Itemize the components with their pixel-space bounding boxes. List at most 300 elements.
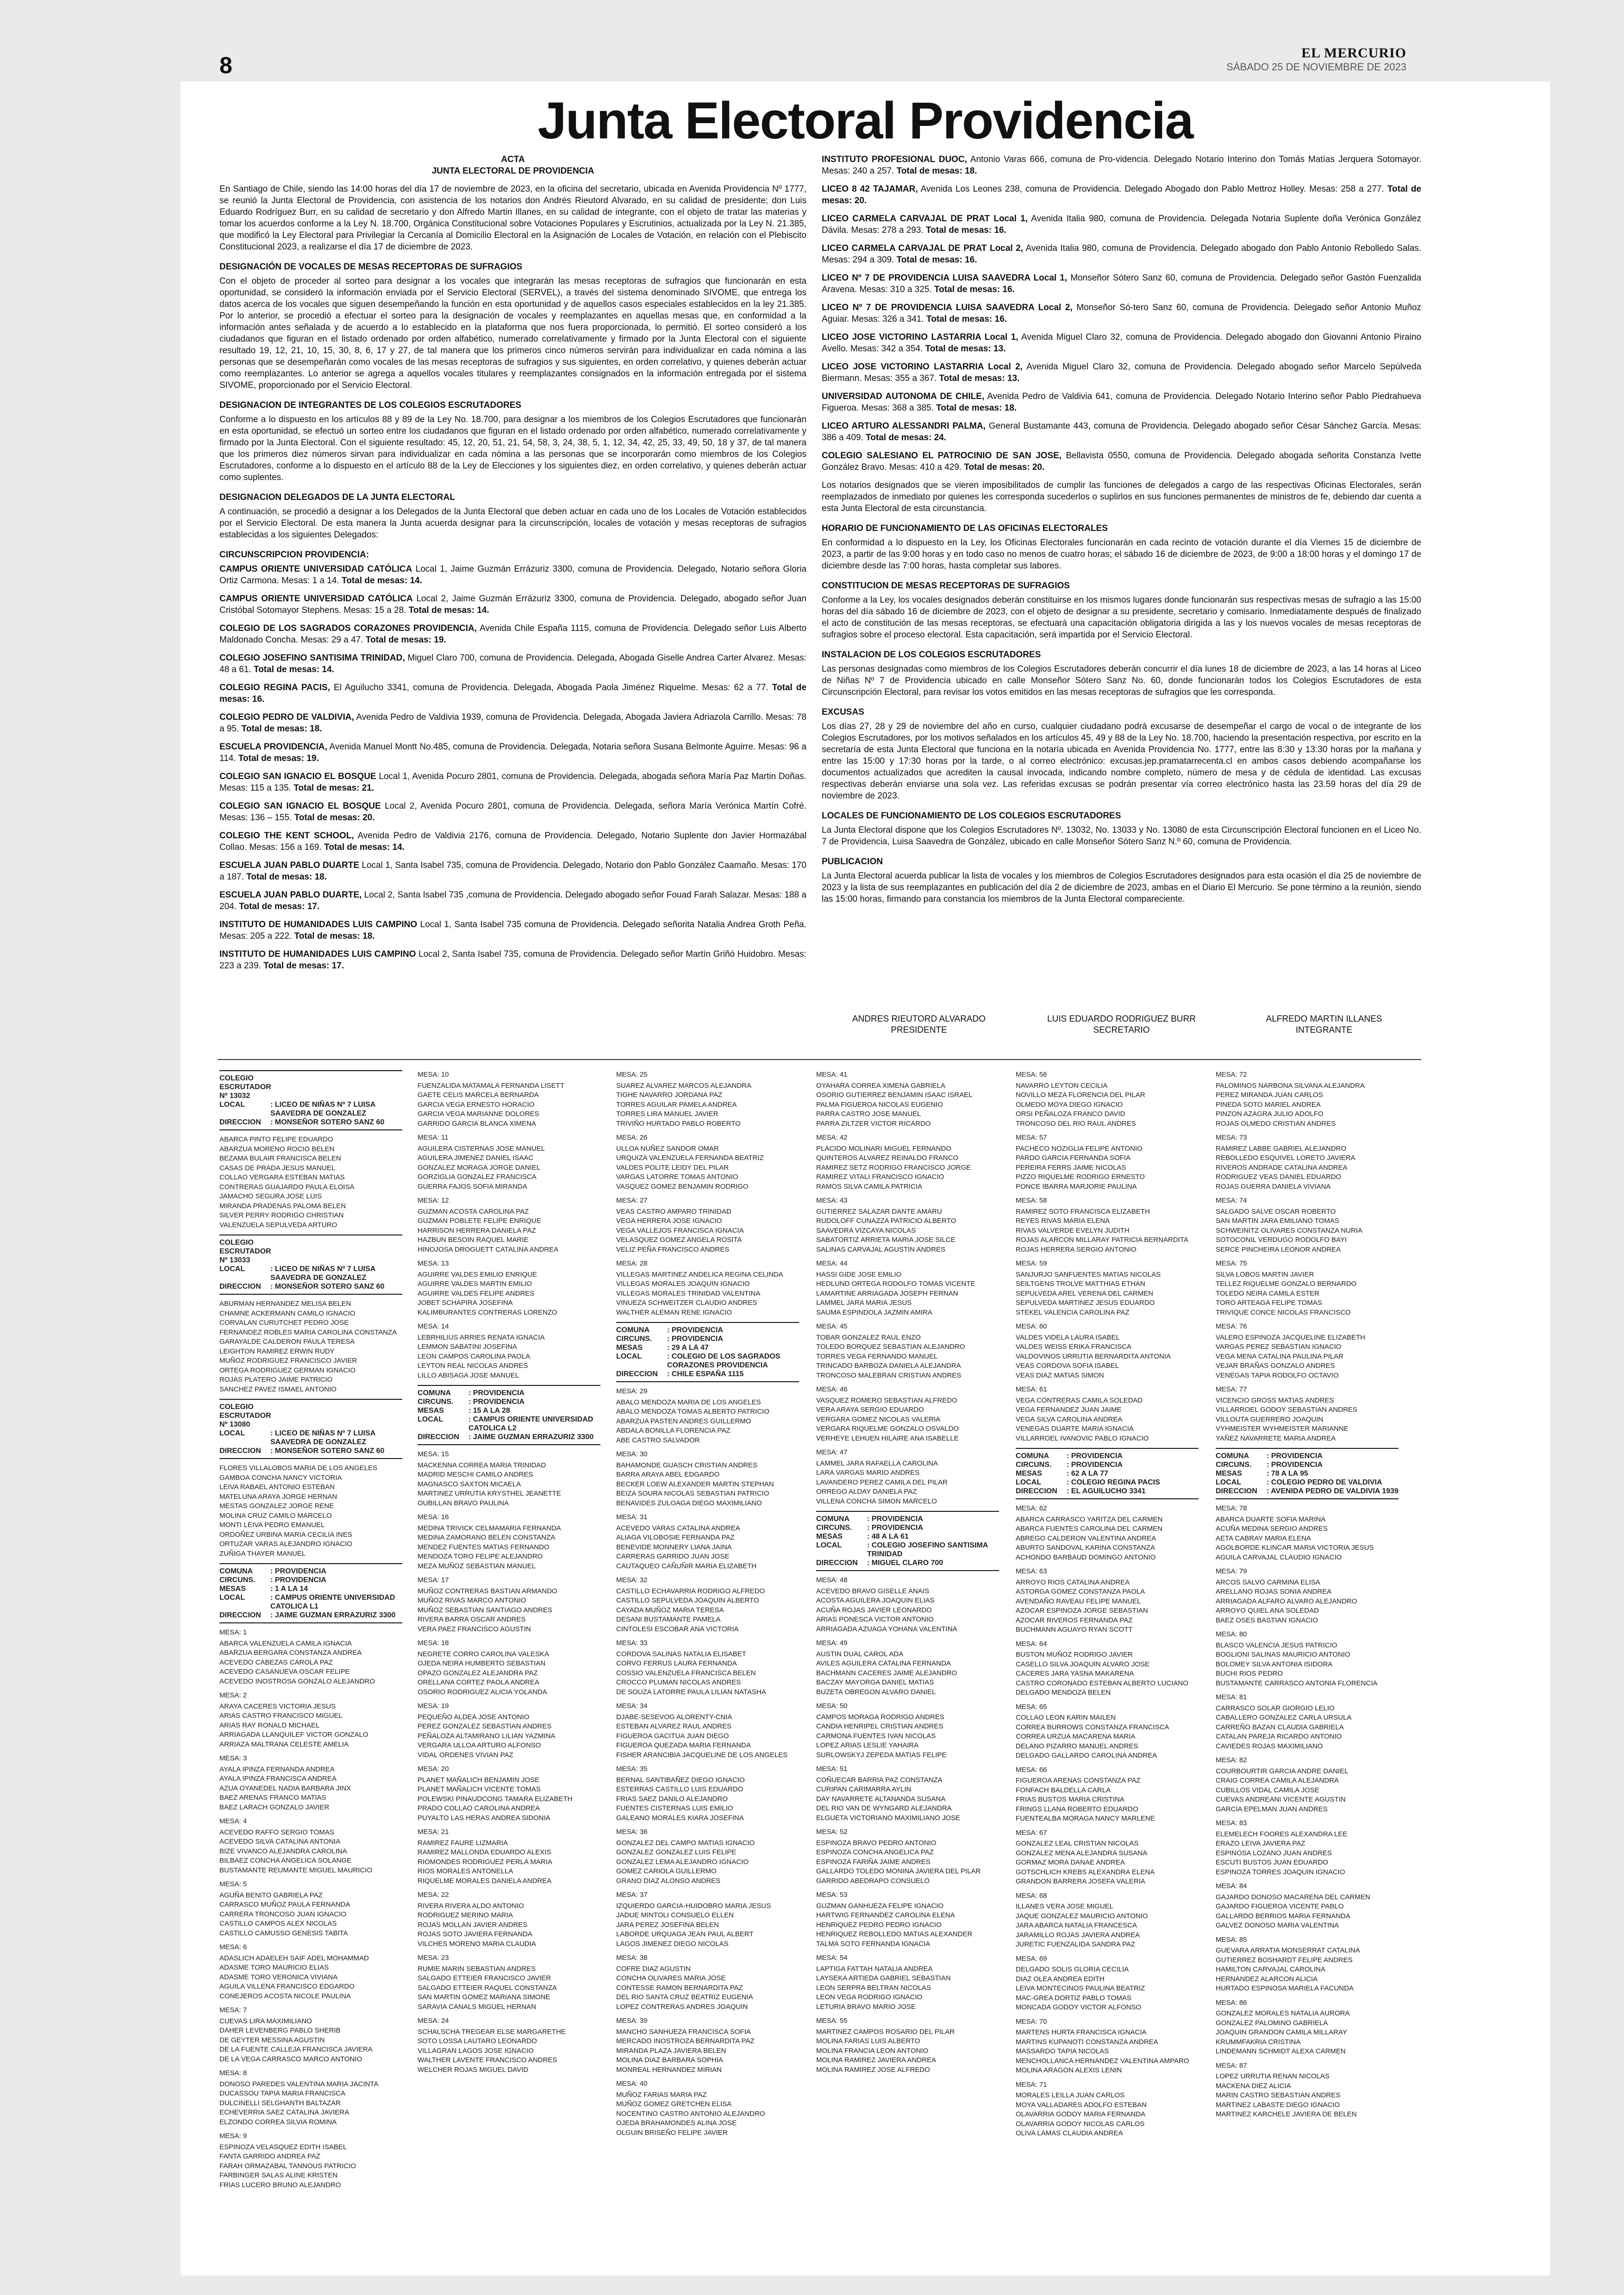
mesa-label: MESA: 60	[1016, 1322, 1047, 1330]
vocal-name: VALDES WEISS ERIKA FRANCISCA	[1016, 1343, 1131, 1351]
local-name: LICEO Nº 7 DE PROVIDENCIA LUISA SAAVEDRA Local 1,	[822, 273, 1068, 283]
vocal-name: DEL RIO SANTA CRUZ BEATRIZ EUGENIA	[616, 1993, 753, 2001]
vocal-name: OSORIO RODRIGUEZ ALICIA YOLANDA	[418, 1688, 547, 1696]
vocal-name: CASELLO SILVA JOAQUIN ALVARO JOSE	[1016, 1660, 1149, 1668]
vocal-name: PLACIDO MOLINARI MIGUEL FERNANDO	[816, 1144, 951, 1153]
vocal-name: TALMA SOTO FERNANDA IGNACIA	[816, 1940, 931, 1948]
vocal-name: MONREAL HERNANDEZ MIRIAN	[616, 2065, 722, 2074]
local-text: Local 1, Avenida Pocuro 2801, comuna de Providencia. Delegada, abogada señora María Paz Martin Doñas. Mesas: 115 a 135.	[219, 772, 807, 793]
local-total: Total de mesas: 19.	[238, 754, 319, 763]
local-info-value: : PROVIDENCIA	[1267, 1452, 1323, 1460]
local-info-key: MESAS	[616, 1344, 643, 1352]
local-total: Total de mesas: 14.	[342, 576, 422, 586]
mesa-label: MESA: 8	[219, 2069, 247, 2077]
issue-date: SÁBADO 25 DE NOVIEMBRE DE 2023	[1226, 61, 1406, 73]
vocal-name: BENEVIDE MONNERY LIANA JAINA	[616, 1543, 732, 1551]
local-info-value: : LICEO DE NIÑAS Nº 7 LUISA SAAVEDRA DE GONZALEZ	[270, 1265, 375, 1282]
local-entry	[822, 450, 1421, 473]
vocal-name: GOMEZ CARIOLA GUILLERMO	[616, 1867, 717, 1875]
vocal-name: ACEVEDO VARAS CATALINA ANDREA	[616, 1524, 740, 1532]
local-info-key: COLEGIO ESCRUTADOR Nº 13032	[219, 1074, 271, 1100]
local-info-key: COMUNA	[1016, 1452, 1049, 1460]
local-text: El Aguilucho 3341, comuna de Providencia. Delegada, Abogada Paola Jiménez Riquelme. Mesas: 62 a 77.	[333, 683, 768, 692]
local-info-row	[1216, 1487, 1399, 1496]
vocal-name: GUTIERREZ BOSHARDT FELIPE ANDRES	[1216, 1956, 1353, 1964]
vocal-name: ROJAS ALARCON MILLARAY PATRICIA BERNARDITA	[1016, 1236, 1188, 1244]
vocal-name: MARTINS KUPANOTI CONSTANZA ANDREA	[1016, 2038, 1158, 2046]
vocal-name: PALMA FIGUEROA NICOLAS EUGENIO	[816, 1100, 943, 1109]
mesa-label: MESA: 72	[1216, 1071, 1247, 1079]
vocal-name: FANTA GARRIDO ANDREA PAZ	[219, 2152, 320, 2160]
vocal-name: ARRIAZA MALTRANA CELESTE AMELIA	[219, 1740, 349, 1748]
vocal-name: ORTUZAR VARAS ALEJANDRO IGNACIO	[219, 1540, 352, 1548]
signature-block	[1227, 1014, 1421, 1036]
vocal-name: GUEVARA ARRATIA MONSERRAT CATALINA	[1216, 1946, 1360, 1954]
local-entry	[219, 948, 806, 972]
vocal-name: NEGRETE CORRO CAROLINA VALESKA	[418, 1650, 549, 1658]
vocal-name: PEÑALOZA ALTAMIRANO LILIAN YAZMINA	[418, 1732, 556, 1740]
vocal-name: ERAZO LEIVA JAVIERA PAZ	[1216, 1840, 1305, 1847]
vocal-name: FARAH ORMAZABAL TANNOUS PATRICIO	[219, 2162, 356, 2170]
local-name: LICEO CARMELA CARVAJAL DE PRAT Local 2,	[822, 243, 1024, 253]
section-text: Los notarios designados que se vieren imposibilitados de cumplir las funciones de delegados a cargo de las respectivas Oficinas Electorales, serán reemplazados de inmediato por quienes les corresponda sucederlos o suplirlos en sus funciones permanentes de ministros de fe, debiendo dar cuenta a esta Junta Electoral de esta circunstancia.	[822, 480, 1421, 513]
vocal-name: ARROYO QUIEL ANA SOLEDAD	[1216, 1607, 1319, 1615]
vocal-name: TOLEDO BORQUEZ SEBASTIAN ALEJANDRO	[816, 1343, 965, 1351]
local-info-row	[1016, 1460, 1199, 1469]
local-info-key: LOCAL	[418, 1416, 443, 1423]
vocal-name: MONTI LEIVA PEDRO EMANUEL	[219, 1521, 325, 1529]
signature-role: SECRETARIO	[1093, 1025, 1150, 1035]
vocal-name: VARGAS PEREZ SEBASTIAN IGNACIO	[1216, 1343, 1342, 1351]
local-info-row	[816, 1559, 999, 1567]
mesa-label: MESA: 48	[816, 1576, 848, 1584]
local-name: UNIVERSIDAD AUTONOMA DE CHILE,	[822, 392, 985, 401]
mesa-label: MESA: 17	[418, 1576, 449, 1584]
vocal-name: GALVEZ DONOSO MARIA VALENTINA	[1216, 1921, 1339, 1929]
local-info-row	[219, 1584, 402, 1593]
vocal-name: YAÑEZ NAVARRETE MARIA ANDREA	[1216, 1434, 1336, 1442]
local-info-row	[616, 1370, 799, 1378]
local-entry	[822, 391, 1421, 414]
vocal-name: MUÑOZ CONTRERAS BASTIAN ARMANDO	[418, 1587, 557, 1595]
vocal-name: ESPINOZA FARIÑA JAIME ANDRES	[816, 1858, 931, 1866]
local-name: LICEO JOSE VICTORINO LASTARRIA Local 1,	[822, 332, 1018, 342]
vocal-name: SCHALSCHA TREGEAR ELSE MARGARETHE	[418, 2027, 566, 2036]
local-info-key: COMUNA	[816, 1515, 849, 1523]
local-total: Total de mesas: 21.	[294, 783, 375, 793]
vocal-name: ABARZUA MORENO ROCIO BELEN	[219, 1145, 335, 1153]
mesa-label: MESA: 19	[418, 1702, 449, 1710]
local-info-value: : PROVIDENCIA	[270, 1567, 326, 1575]
vocal-name: CURIPAN CARIMARRA AYLIN	[816, 1785, 912, 1793]
local-info-value: : PROVIDENCIA	[1067, 1461, 1123, 1469]
vocal-name: GRANO DIAZ ALONSO ANDRES	[616, 1877, 721, 1885]
vocal-name: PALOMINOS NARBONA SILVANA ALEJANDRA	[1216, 1081, 1365, 1090]
local-info-row	[219, 1567, 402, 1576]
vocal-name: VERGARA GOMEZ NICOLAS VALERIA	[816, 1415, 941, 1423]
vocal-name: CUBILLOS VIDAL CAMILA JOSE	[1216, 1786, 1319, 1794]
mesa-label: MESA: 55	[816, 2017, 848, 2025]
vocal-name: MEZA MUÑOZ SEBASTIAN MANUEL	[418, 1562, 536, 1570]
vocal-name: LAVANDERO PEREZ CAMILA DEL PILAR	[816, 1478, 948, 1486]
vocal-name: GONZALEZ MENA ALEJANDRA SUSANA	[1016, 1849, 1148, 1857]
vocal-name: RAMIREZ MALLONDA EDUARDO ALEXIS	[418, 1848, 551, 1856]
vocal-name: BLASCO VALENCIA JESUS PATRICIO	[1216, 1641, 1337, 1649]
vocal-name: VERGARA ULLOA ARTURO ALFONSO	[418, 1741, 541, 1749]
mesa-label: MESA: 65	[1016, 1703, 1047, 1711]
vocal-name: ABURTO SANDOVAL KARINA CONSTANZA	[1016, 1544, 1155, 1552]
vocal-name: BACZAY MAYORGA DANIEL MATIAS	[816, 1678, 934, 1686]
mesa-label: MESA: 62	[1016, 1504, 1047, 1512]
local-info-value: : 29 A LA 47	[667, 1344, 709, 1352]
vocal-name: CASTILLO CAMUSSO GENESIS TABITA	[219, 1929, 348, 1937]
vocal-name: SAN MARTIN JARA EMILIANO TOMAS	[1216, 1217, 1339, 1225]
mesa-label: MESA: 79	[1216, 1567, 1247, 1575]
local-name: INSTITUTO PROFESIONAL DUOC,	[822, 155, 967, 164]
vocal-name: LEON SERPRA BELTRAN NICOLAS	[816, 1983, 931, 1992]
vocal-name: ABARZUA BERGARA CONSTANZA ANDREA	[219, 1649, 362, 1657]
vocal-name: ROJAS GUERRA DANIELA VIVIANA	[1216, 1182, 1331, 1191]
mesa-label: MESA: 85	[1216, 1935, 1247, 1944]
vocal-name: GAMBOA CONCHA NANCY VICTORIA	[219, 1473, 342, 1482]
local-info-value: : PROVIDENCIA	[667, 1335, 723, 1343]
vocal-name: TOLEDO NEIRA CAMILA ESTER	[1216, 1289, 1319, 1297]
vocal-name: AGOLBORDE KLINCAR MARIA VICTORIA JESUS	[1216, 1544, 1374, 1552]
local-info-row	[1216, 1460, 1399, 1469]
local-info-key: COMUNA	[1216, 1452, 1249, 1460]
mesa-label: MESA: 16	[418, 1513, 449, 1521]
mesa-label: MESA: 82	[1216, 1756, 1247, 1764]
local-info-key: COLEGIO ESCRUTADOR Nº 13033	[219, 1239, 271, 1264]
locales-list	[219, 563, 806, 972]
acta-intro: En Santiago de Chile, siendo las 14:00 horas del día 17 de noviembre de 2023, en la oficina del secretario, ubicada en Avenida Providencia Nº 1777, se reunió la Junta Electoral de Providencia, con asistencia de los notarios don Andrés Rieutord Alvarado, en su calidad de presidente; don Luis Eduardo Rodríguez Burr, en su calidad de secretario y don Alfredo Martin Illanes, en su calidad de integrante, con el objeto de tratar las materias y tomar los acuerdos conforme a la Ley N. 18.700, Orgánica Constitucional sobre Votaciones Populares y Escrutinios, actualizada por la Ley N. 21.385, que modificó la Ley Electoral para Privilegiar la Cercanía al Domicilio Electoral en la Asignación de Locales de Votación, en relación con el Plebiscito Constitucional 2023, a realizarse el día 17 de diciembre de 2023.	[219, 184, 806, 252]
vocal-name: ABALO MENDOZA MARIA DE LOS ANGELES	[616, 1398, 761, 1406]
local-info-key: DIRECCION	[1216, 1487, 1257, 1495]
vocal-name: OSORIO GUTIERREZ BENJAMIN ISAAC ISRAEL	[816, 1091, 973, 1099]
local-entry	[219, 741, 806, 764]
vocal-name: GONZALEZ DEL CAMPO MATIAS IGNACIO	[616, 1839, 755, 1847]
local-info-key: DIRECCION	[219, 1283, 261, 1291]
vocal-name: ARIAS RAY RONALD MICHAEL	[219, 1721, 320, 1729]
vocal-name: FONFACH BALDELLA CARLA	[1016, 1786, 1111, 1794]
mesa-label: MESA: 20	[418, 1765, 449, 1773]
vocal-name: OLMEDO MOYA DIEGO IGNACIO	[1016, 1100, 1123, 1109]
vocal-name: VASQUEZ ROMERO SEBASTIAN ALFREDO	[816, 1396, 957, 1404]
vocal-name: CORREA BURROWS CONSTANZA FRANCISCA	[1016, 1723, 1169, 1731]
vocal-name: TORRES LIRA MANUEL JAVIER	[616, 1110, 718, 1118]
vocal-name: MOLINA FARIAS LUIS ALBERTO	[816, 2037, 920, 2045]
vocal-name: MONCADA GODOY VICTOR ALFONSO	[1016, 2003, 1142, 2011]
vocal-name: VILLARROEL IVANOVIC PABLO IGNACIO	[1016, 1434, 1149, 1442]
mesa-label: MESA: 41	[816, 1071, 848, 1079]
local-info-row	[616, 1326, 799, 1335]
vocal-name: ARRIAGADA AZUAGA YOHANA VALENTINA	[816, 1625, 957, 1633]
vocal-name: VIDAL ORDENES VIVIAN PAZ	[418, 1751, 513, 1759]
vocal-name: VALERO ESPINOZA JACQUELINE ELIZABETH	[1216, 1333, 1366, 1341]
vocal-name: VINUEZA SCHWEITZER CLAUDIO ANDRES	[616, 1299, 757, 1307]
section-text: Conforme a lo dispuesto en los artículos 88 y 89 de la Ley No. 18.700, para designar a los miembros de los Colegios Escrutadores que funcionarán en esta oportunidad, se efectuó un sorteo entre los ciudadanos que figuran en el listado ordenado por orden alfabético, numerado correlativamente y firmado por la Junta Electoral. Con el siguiente resultado: 45, 12, 20, 51, 21, 54, 58, 3, 24, 38, 5, 1, 12, 34, 42, 25, 33, 49, 50, 18 y 37, de tal manera que los primeros diez números sirvan para individualizar en cada nómina a las personas que se incorporarán como miembros de los Colegios Escrutadores, conforme a lo dispuesto en el artículo 88 de la Ley de Elecciones y los siguientes diez, en orden correlativo, y quienes deberán actuar como suplentes.	[219, 415, 806, 482]
vocal-name: ARAYA CACERES VICTORIA JESUS	[219, 1702, 336, 1710]
local-entry	[219, 830, 806, 853]
vocal-name: BOGLIONI SALINAS MAURICIO ANTONIO	[1216, 1651, 1350, 1659]
vocal-name: BIZE VIVANCO ALEJANDRA CAROLINA	[219, 1847, 347, 1855]
page-title: Junta Electoral Providencia	[537, 92, 1193, 150]
vocal-name: DAY NAVARRETE ALTANANDA SUSANA	[816, 1795, 946, 1803]
mesa-label: MESA: 36	[616, 1828, 648, 1836]
vocal-name: GALLARDO TOLEDO MONINA JAVIERA DEL PILAR	[816, 1867, 981, 1875]
list-column	[219, 1066, 402, 2190]
vocal-name: HASSI GIDE JOSE EMILIO	[816, 1270, 902, 1278]
local-total: Total de mesas: 18.	[246, 872, 327, 882]
local-info-key: MESAS	[418, 1407, 444, 1415]
vocal-name: LEIGHTON RAMIREZ ERWIN RUDY	[219, 1347, 335, 1355]
vocal-name: ARRIAGADA ALFARO ALVARO ALEJANDRO	[1216, 1597, 1357, 1605]
vocal-name: LOPEZ URRUTIA RENAN NICOLAS	[1216, 2072, 1330, 2080]
section-text: Con el objeto de proceder al sorteo para designar a los vocales que integrarán las mesas receptoras de sufragios que funcionarán en esta oportunidad, se consideró la información enviada por el Servicio Electoral (SERVEL), a través del sistema denominado SIVOME, que entrega los datos acerca de los vocales que siguen desempeñando la función en esta oportunidad y de aquellos casos especiales establecidos en la ley 21.385. Por lo anterior, se procedió a efectuar el sorteo para la designación de vocales y reemplazantes en aquellas mesas que, en conformidad a la información antes señalada y de acuerdo a lo establecido en la plataforma que nos fuera proporcionada, lo permitió. El sorteo consideró a los ciudadanos que figuran en el listado ordenado por orden alfabético, numerado correlativamente y firmado por la Junta Electoral con el siguiente resultado 19, 12, 21, 10, 15, 30, 8, 6, 17 y 27, de tal manera que los primeros cinco números servirán para individualizar en cada nómina a las personas que se desempeñarán como vocales de las mesas receptoras de sufragios y sus siguientes, en orden correlativo, y quienes deberán actuar como reemplazantes. Lo anterior se agrega a aquellos vocales titulares y reemplazantes consignados en la información entregada por el sistema SIVOME, proporcionado por el Servicio Electoral.	[219, 276, 806, 390]
vocal-name: CONTESSE RAMON BERNARDITA PAZ	[616, 1983, 743, 1992]
vocal-name: CAVIEDES ROJAS MAXIMILIANO	[1216, 1742, 1323, 1750]
mesa-label: MESA: 22	[418, 1891, 449, 1899]
vocal-name: ROJAS OLMEDO CRISTIAN ANDRES	[1216, 1119, 1336, 1128]
mesa-label: MESA: 80	[1216, 1630, 1247, 1638]
vocal-name: VENEGAS TAPIA RODOLFO OCTAVIO	[1216, 1371, 1339, 1379]
vocal-name: SUAREZ ALVAREZ MARCOS ALEJANDRA	[616, 1081, 752, 1090]
signature-role: INTEGRANTE	[1295, 1025, 1353, 1035]
vocal-name: MESTAS GONZALEZ JORGE RENE	[219, 1502, 334, 1510]
vocal-name: CRAIG CORREA CAMILA ALEJANDRA	[1216, 1777, 1339, 1784]
vocal-name: PLANET MAÑALICH BENJAMIN JOSE	[418, 1776, 540, 1784]
mesa-label: MESA: 74	[1216, 1197, 1247, 1204]
vocal-name: ABARCA CARRASCO YARITZA DEL CARMEN	[1016, 1515, 1163, 1523]
vocal-name: CASTRO CORONADO ESTEBAN ALBERTO LUCIANO	[1016, 1679, 1188, 1687]
vocal-name: AGUILA VILLENA FRANCISCO EDGARDO	[219, 1983, 355, 1990]
vocal-name: GORMAZ MORA DANAE ANDREA	[1016, 1858, 1125, 1866]
vocal-name: ECHEVERRIA SAEZ CATALINA JAVIERA	[219, 2108, 350, 2116]
vocal-name: FISHER ARANCIBIA JACQUELINE DE LOS ANGELES	[616, 1751, 788, 1759]
signature-block	[822, 1014, 1016, 1036]
vocal-name: ULLOA NUÑEZ SANDOR OMAR	[616, 1144, 719, 1153]
local-info-box	[219, 1563, 402, 1623]
local-info-key: LOCAL	[616, 1353, 642, 1360]
local-text: Avenida Pedro de Valdivia 641, comuna de Providencia. Delegado Notario Interino señor Pablo Piedrahueva Figueroa. Mesas: 368 a 385.	[822, 392, 1421, 413]
vocal-name: CUEVAS ANDREANI VICENTE AGUSTIN	[1216, 1796, 1346, 1803]
vocal-name: AYALA IPINZA FRANCISCA ANDREA	[219, 1775, 337, 1783]
mesa-label: MESA: 58	[1016, 1197, 1047, 1204]
local-info-value: : CHILE ESPAÑA 1115	[667, 1370, 744, 1378]
vocal-name: ABARCA PINTO FELIPE EDUARDO	[219, 1135, 333, 1143]
vocal-name: JOBET SCHAPIRA JOSEFINA	[418, 1299, 513, 1307]
list-column	[816, 1066, 999, 2075]
local-info-row	[816, 1515, 999, 1523]
vocal-name: HENRIQUEZ PEDRO PEDRO IGNACIO	[816, 1921, 942, 1929]
local-text: Local 1, Jaime Guzmán Errázuriz 3300, comuna de Providencia. Delegado, Notario señora Gloria Ortiz Carmona. Mesas: 1 a 14.	[219, 564, 807, 586]
vocal-name: ABURMAN HERNANDEZ MELISA BELEN	[219, 1300, 351, 1308]
local-info-key: CIRCUNS.	[219, 1576, 256, 1584]
mesa-label: MESA: 27	[616, 1197, 648, 1204]
acta-left-column	[219, 154, 806, 978]
vocal-name: BUSTAMANTE REUMANTE MIGUEL MAURICIO	[219, 1866, 373, 1874]
local-info-key: CIRCUNS.	[418, 1398, 454, 1406]
local-info-value: : LICEO DE NIÑAS Nº 7 LUISA SAAVEDRA DE GONZALEZ	[270, 1101, 375, 1117]
local-text: Avenida Italia 980, comuna de Providencia. Delegado abogado don Pablo Antonio Rebolledo Salas. Mesas: 294 a 309.	[822, 243, 1421, 265]
vocal-name: TRONCOSO MALEBRAN CRISTIAN ANDRES	[816, 1371, 962, 1379]
vocal-name: AZUA OYANEDEL NADIA BARBARA JINX	[219, 1784, 351, 1792]
vocal-name: DONOSO PAREDES VALENTINA MARIA JACINTA	[219, 2080, 379, 2088]
vocal-name: MOLINA CRUZ CAMILO MARCELO	[219, 1511, 332, 1520]
vocal-name: RIQUELME MORALES DANIELA ANDREA	[418, 1877, 552, 1885]
vocal-name: VEAS CORDOVA SOFIA ISABEL	[1016, 1362, 1119, 1370]
section-heading: CONSTITUCION DE MESAS RECEPTORAS DE SUFRAGIOS	[822, 581, 1070, 591]
vocal-name: AETA CABRAY MARIA ELENA	[1216, 1534, 1311, 1542]
local-info-value: : JAIME GUZMAN ERRAZURIZ 3300	[468, 1433, 594, 1441]
local-info-value: : PROVIDENCIA	[468, 1389, 525, 1397]
vocal-name: ELEMELECH FOORES ALEXANDRA LEE	[1216, 1830, 1348, 1838]
vocal-name: RIOS MORALES ANTONELLA	[418, 1867, 513, 1875]
mesa-label: MESA: 49	[816, 1639, 848, 1647]
vocal-name: BARRA ARAYA ABEL EDGARDO	[616, 1471, 720, 1478]
mesa-label: MESA: 10	[418, 1071, 449, 1079]
vocal-name: ARELLANO ROJAS SONIA ANDREA	[1216, 1588, 1332, 1596]
vocal-name: FRIAS BUSTOS MARIA CRISTINA	[1016, 1796, 1124, 1803]
vocal-name: WALTHER ALEMAN RENE IGNACIO	[616, 1308, 732, 1316]
vocal-name: HAZBUN BESOIN RAQUEL MARIE	[418, 1236, 529, 1244]
local-total: Total de mesas: 13.	[939, 374, 1020, 383]
vocal-name: SABATORTIZ ARRIETA MARIA JOSE SILCE	[816, 1236, 956, 1244]
mesa-label: MESA: 84	[1216, 1882, 1247, 1890]
vocal-name: SARAVIA CANALS MIGUEL HERNAN	[418, 2002, 536, 2011]
list-column	[616, 1066, 799, 2138]
vocal-name: RIVERA BARRA OSCAR ANDRES	[418, 1615, 526, 1623]
local-entry	[822, 213, 1421, 236]
vocal-name: LEBRHILIUS ARRIES RENATA IGNACIA	[418, 1333, 545, 1341]
vocal-name: HAMILTON CARVAJAL CAROLINA	[1216, 1965, 1325, 1973]
local-total: Total de mesas: 18.	[294, 931, 375, 941]
local-info-box	[219, 1235, 402, 1295]
local-entry	[822, 183, 1421, 206]
vocal-name: ORELLANA CORTEZ PAOLA ANDREA	[418, 1678, 539, 1686]
vocal-name: SILVA LOBOS MARTIN JAVIER	[1216, 1270, 1314, 1278]
vocal-name: ABARZUA PASTEN ANDRES GUILLERMO	[616, 1417, 751, 1425]
local-text: General Bustamante 443, comuna de Providencia. Delegado abogado señor César Sánchez García. Mesas: 386 a 409.	[822, 421, 1421, 443]
vocal-name: GAETE CELIS MARCELA BERNARDA	[418, 1091, 539, 1099]
vocal-name: SEILTGENS TROLVE MATTHIAS ETHAN	[1016, 1280, 1145, 1288]
vocal-name: AGUILA CARVAJAL CLAUDIO IGNACIO	[1216, 1553, 1342, 1561]
vocal-name: VELASQUEZ GOMEZ ANGELA ROSITA	[616, 1236, 742, 1244]
local-name: COLEGIO DE LOS SAGRADOS CORAZONES PROVIDENCIA,	[219, 624, 477, 633]
local-text: Avenida Miguel Claro 32, comuna de Providencia. Delegado abogado don Giovanni Antonio Piraino Avello. Mesas: 342 a 354.	[822, 332, 1421, 354]
vocal-name: AVENDAÑO RAVEAU FELIPE MANUEL	[1016, 1597, 1141, 1605]
vocal-name: FRIAS SAEZ DANILO ALEJANDRO	[616, 1795, 728, 1803]
local-info-row	[219, 1403, 402, 1429]
vocal-name: CARMONA FUENTES IVAN NICOLAS	[816, 1732, 936, 1740]
vocal-name: SAN MARTIN GOMEZ MARIANA SIMONE	[418, 1993, 550, 2001]
vocal-name: ADASME TORO MAURICIO ELIAS	[219, 1964, 329, 1971]
vocal-name: HENRIQUEZ REBOLLEDO MATIAS ALEXANDER	[816, 1930, 973, 1938]
mesa-label: MESA: 25	[616, 1071, 648, 1079]
vocal-name: PLANET MAÑALICH VICENTE TOMAS	[418, 1785, 541, 1793]
local-text: Avenida Chile España 1115, comuna de Providencia. Delegado señor Luis Alberto Maldonado Concha. Mesas: 29 a 47.	[219, 624, 807, 645]
vocal-name: DE LA VEGA CARRASCO MARCO ANTONIO	[219, 2055, 362, 2063]
vocal-name: OLIVA LAMAS CLAUDIA ANDREA	[1016, 2129, 1123, 2137]
vocal-name: ORTEGA RODRIGUEZ GERMAN IGNACIO	[219, 1366, 356, 1374]
local-name: ESCUELA JUAN PABLO DUARTE	[219, 861, 360, 870]
acta-right-column	[822, 154, 1421, 911]
vocal-name: CAUTAQUEO CAÑUÑIR MARIA ELIZABETH	[616, 1562, 757, 1570]
vocal-name: RUDOLOFF CUNAZZA PATRICIO ALBERTO	[816, 1217, 956, 1225]
mesa-label: MESA: 29	[616, 1387, 648, 1395]
vocal-name: MARTINEZ LABASTE DIEGO IGNACIO	[1216, 2101, 1340, 2109]
local-total: Total de mesas: 14.	[408, 605, 489, 615]
vocal-name: FRIAS LUCERO BRUNO ALEJANDRO	[219, 2181, 341, 2189]
local-name: ESCUELA JUAN PABLO DUARTE,	[219, 890, 362, 900]
local-text: Avenida Pedro de Valdivia 2176, comuna de Providencia. Delegado, Notario Suplente don Javier Hormazábal Collao. Mesas: 156 a 169.	[219, 831, 806, 852]
vocal-name: SERCE PINCHEIRA LEONOR ANDREA	[1216, 1245, 1341, 1254]
vocal-name: HURTADO ESPINOSA MARIELA FACUNDA	[1216, 1984, 1354, 1992]
vocal-name: CARRASCO SOLAR GIORGIO LELIO	[1216, 1704, 1335, 1712]
local-entry	[219, 682, 806, 705]
local-info-row	[219, 1429, 402, 1447]
vocal-name: VILLAGRAN LAGOS JOSE IGNACIO	[418, 2046, 534, 2055]
vocal-name: TELLEZ RIQUELME GONZALO BERNARDO	[1216, 1280, 1357, 1288]
vocal-name: FIGUEROA GACITUA JUAN DIEGO	[616, 1732, 729, 1740]
vocal-name: ESPINOZA TORRES JOAQUIN IGNACIO	[1216, 1868, 1345, 1876]
mesa-label: MESA: 64	[1016, 1640, 1047, 1648]
vocal-name: RODRIGUEZ VEAS DANIEL EDUARDO	[1216, 1173, 1342, 1181]
vocal-name: VILLEGAS MARTINEZ ANDELICA REGINA CELINDA	[616, 1270, 783, 1278]
vocal-name: MUÑOZ SEBASTIAN SANTIAGO ANDRES	[418, 1606, 552, 1614]
vocal-name: CATALAN PAREJA RICARDO ANTONIO	[1216, 1733, 1342, 1740]
vocal-name: SOTOCONIL VERDUGO RODOLFO BAYI	[1216, 1236, 1347, 1244]
vocal-name: LAGOS JIMENEZ DIEGO NICOLAS	[616, 1940, 729, 1948]
vocal-name: CARRERAS GARRIDO JUAN JOSE	[616, 1553, 730, 1560]
local-info-key: COMUNA	[616, 1326, 650, 1334]
mesa-label: MESA: 50	[816, 1702, 848, 1710]
mesa-label: MESA: 21	[418, 1828, 449, 1836]
vocal-name: AGUILERA JIMENEZ DANIEL ISAAC	[418, 1154, 534, 1162]
vocal-name: MEDINA TRIVICK CELMAMARIA FERNANDA	[418, 1524, 561, 1532]
vocal-name: MORALES LEILLA JUAN CARLOS	[1016, 2091, 1125, 2099]
vocal-name: OYAHARA CORREA XIMENA GABRIELA	[816, 1081, 945, 1090]
vocal-name: LARA VARGAS MARIO ANDRES	[816, 1469, 920, 1477]
local-entry	[822, 331, 1421, 355]
vocal-name: GALEANO MORALES KIARA JOSEFINA	[616, 1814, 744, 1822]
vocal-name: ESTERRAS CASTILLO LUIS EDUARDO	[616, 1785, 743, 1793]
local-entry	[219, 771, 806, 794]
local-total: Total de mesas: 17.	[263, 961, 344, 971]
local-total: Total de mesas: 16.	[925, 225, 1006, 235]
vocal-name: MIRANDA PRADENAS PALOMA BELEN	[219, 1202, 346, 1210]
vocal-name: MENDEZ FUENTES MATIAS FERNANDO	[418, 1543, 550, 1551]
local-info-row	[219, 1576, 402, 1584]
vocal-name: MUÑOZ GOMEZ GRETCHEN ELISA	[616, 2100, 732, 2108]
vocal-name: MUÑOZ FARIAS MARIA PAZ	[616, 2090, 707, 2099]
section-text: La Junta Electoral dispone que los Colegios Escrutadores Nº. 13032, No. 13033 y No. 13080 de esta Circunscripción Electoral funcionen en el Liceo No. 7 de Providencia, Luisa Saavedra de González, ubicado en calle Monseñor Sótero Sanz N.º 60, comuna de Providencia.	[822, 825, 1421, 847]
vocal-name: HARTWIG FERNANDEZ CAROLINA ELENA	[816, 1911, 955, 1919]
local-info-key: MESAS	[1016, 1470, 1042, 1478]
local-total: Total de mesas: 18.	[936, 403, 1017, 413]
mesa-label: MESA: 69	[1016, 1954, 1047, 1963]
vocal-name: AVILES AGUILERA CATALINA FERNANDA	[816, 1659, 951, 1667]
vocal-name: ABDALA BONILLA FLORENCIA PAZ	[616, 1427, 731, 1434]
vocal-name: TRIVIÑO HURTADO PABLO ROBERTO	[616, 1119, 741, 1128]
vocal-name: PRADO COLLAO CAROLINA ANDREA	[418, 1804, 540, 1812]
local-total: Total de mesas: 20.	[964, 462, 1045, 472]
vocal-name: MARIN CASTRO SEBASTIAN ANDRES	[1216, 2091, 1341, 2099]
vocal-name: OJEDA NEIRA HUMBERTO SEBASTIAN	[418, 1659, 546, 1667]
local-entry	[219, 711, 806, 735]
local-info-row	[418, 1433, 600, 1441]
local-text: Local 1, Santa Isabel 735 comuna de Providencia. Delegado señorita Natalia Andrea Groth Peña. Mesas: 205 a 222.	[219, 920, 807, 941]
